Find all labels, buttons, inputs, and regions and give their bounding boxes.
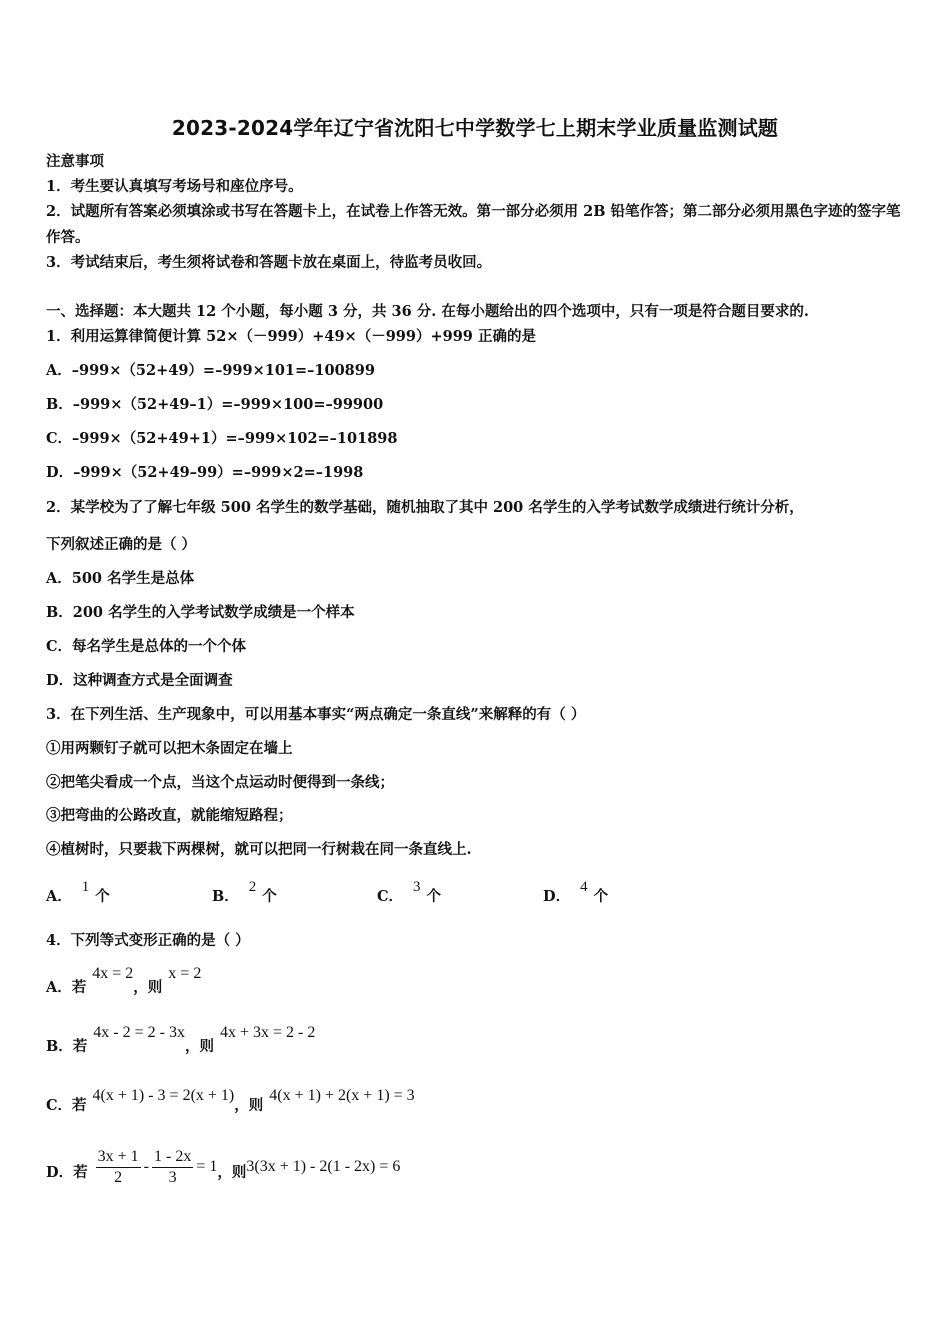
q2-option-d: D．这种调查方式是全面调查 [46, 672, 233, 689]
q4-b-condition: 4x - 2 = 2 - 3x [93, 1024, 185, 1041]
q3-item-3: ③把弯曲的公路改直，就能缩短路程； [46, 807, 293, 824]
q3-option-c: C．3个 [377, 879, 442, 905]
q4-option-d: D．若 $\frac{3x + 1}{2}$ - $\frac{1 - 2x}{3}$ = 1，则3(3x + 1) - 2(1 - 2x) = 6 [46, 1147, 401, 1186]
q1-stem: 1．利用运算律简便计算 52×（－999）+49×（－999）+999 正确的是 [46, 328, 536, 345]
q1-option-b: B．–999×（52+49–1）=–999×100=–99900 [46, 396, 384, 413]
q4-option-b: B．若4x - 2 = 2 - 3x，则4x + 3x = 2 - 2 [46, 1024, 316, 1055]
q4-d-fraction-2: $\frac{1 - 2x}{3}$ [154, 1147, 192, 1186]
page-title: 2023-2024学年辽宁省沈阳七中学数学七上期末学业质量监测试题 [171, 116, 779, 140]
notice-item-2: 2．试题所有答案必须填涂或书写在答题卡上，在试卷上作答无效。第一部分必须用 2B 铅笔作答；第二部分必须用黑色字迹的签字笔作答。 [46, 203, 901, 246]
notice-item-3: 3．考试结束后，考生须将试卷和答题卡放在桌面上，待监考员收回。 [46, 254, 492, 271]
q3-item-4: ④植树时，只要栽下两棵树，就可以把同一行树栽在同一条直线上. [46, 841, 472, 858]
q4-d-result: 3(3x + 1) - 2(1 - 2x) = 6 [246, 1158, 401, 1175]
q4-option-c: C．若4(x + 1) - 3 = 2(x + 1)，则4(x + 1) + 2(x + 1) = 3 [46, 1087, 415, 1114]
q3-option-a: A．1个 [46, 879, 110, 905]
q2-stem-line1: 2．某学校为了了解七年级 500 名学生的数学基础，随机抽取了其中 200 名学生的入学考试数学成绩进行统计分析， [46, 499, 804, 516]
notice-heading: 注意事项 [46, 153, 104, 170]
q4-option-a: A．若4x = 2，则x = 2 [46, 965, 202, 996]
notice-item-1: 1．考生要认真填写考场号和座位序号。 [46, 178, 303, 195]
q3-option-d: D．4个 [543, 879, 609, 905]
q3-option-b: B．2个 [212, 879, 277, 905]
q4-b-result: 4x + 3x = 2 - 2 [219, 1024, 316, 1041]
q1-option-d: D．–999×（52+49–99）=–999×2=–1998 [46, 464, 364, 481]
q4-a-result: x = 2 [168, 965, 202, 982]
q3-item-2: ②把笔尖看成一个点，当这个点运动时便得到一条线； [46, 774, 394, 791]
q3-item-1: ①用两颗钉子就可以把木条固定在墙上 [46, 740, 293, 757]
section-heading: 一、选择题：本大题共 12 个小题，每小题 3 分，共 36 分. 在每小题给出的四个选项中，只有一项是符合题目要求的. [46, 303, 809, 320]
q2-option-a: A．500 名学生是总体 [46, 570, 195, 587]
q2-option-c: C．每名学生是总体的一个个体 [46, 638, 247, 655]
q1-option-a: A．–999×（52+49）=–999×101=–100899 [46, 362, 375, 379]
q4-d-fraction-1: $\frac{3x + 1}{2}$ [97, 1147, 139, 1186]
q3-stem: 3．在下列生活、生产现象中，可以用基本事实“两点确定一条直线”来解释的有（ ） [46, 706, 586, 723]
q4-c-result: 4(x + 1) + 2(x + 1) = 3 [269, 1087, 415, 1104]
q4-c-condition: 4(x + 1) - 3 = 2(x + 1) [92, 1087, 235, 1104]
q2-option-b: B．200 名学生的入学考试数学成绩是一个样本 [46, 604, 355, 621]
q4-a-condition: 4x = 2 [92, 965, 134, 982]
q4-stem: 4．下列等式变形正确的是（ ） [46, 932, 250, 949]
q1-option-c: C．–999×（52+49+1）=–999×102=–101898 [46, 430, 398, 447]
q2-stem-line2: 下列叙述正确的是（ ） [46, 536, 197, 553]
